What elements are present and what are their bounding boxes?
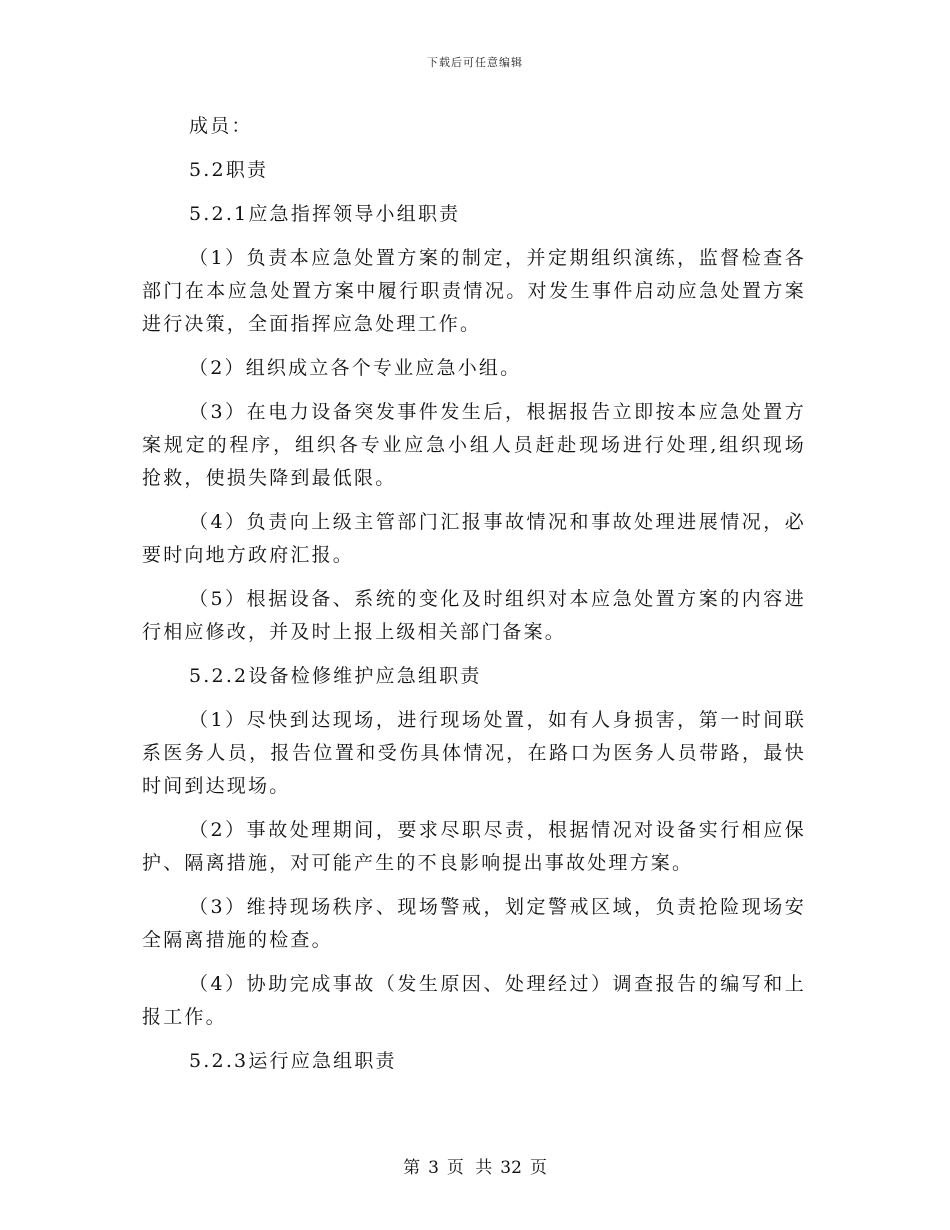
header-note: 下载后可任意编辑 xyxy=(427,56,523,69)
footer-total-pages: 32 xyxy=(500,1158,522,1178)
paragraph-item: （1）负责本应急处置方案的制定，并定期组织演练，监督检查各部门在本应急处置方案中履行职责情况。对发生事件启动应急处置方案进行决策，全面指挥应急处理工作。 xyxy=(142,247,806,335)
section-heading-5-2-1: 5.2.1应急指挥领导小组职责 xyxy=(189,203,461,225)
section-heading-5-2-3: 5.2.3运行应急组职责 xyxy=(189,1050,397,1072)
paragraph-item: （2）组织成立各个专业应急小组。 xyxy=(189,357,522,379)
footer-middle: 页 共 xyxy=(446,1158,493,1178)
paragraph-item: （3）在电力设备突发事件发生后，根据报告立即按本应急处置方案规定的程序，组织各专业应急小组人员赶赴现场进行处理,组织现场抢救，使损失降到最低限。 xyxy=(142,401,806,489)
section-heading-5-2-2: 5.2.2设备检修维护应急组职责 xyxy=(189,665,482,687)
paragraph-item: （4）协助完成事故（发生原因、处理经过）调查报告的编写和上报工作。 xyxy=(142,973,806,1028)
section-heading-5-2: 5.2职责 xyxy=(189,159,269,181)
paragraph-item: （5）根据设备、系统的变化及时组织对本应急处置方案的内容进行相应修改，并及时上报上级相关部门备案。 xyxy=(142,588,806,643)
footer-page-number: 3 xyxy=(428,1158,439,1178)
paragraph-item: （2）事故处理期间，要求尽职尽责，根据情况对设备实行相应保护、隔离措施，对可能产生的不良影响提出事故处理方案。 xyxy=(142,819,806,874)
paragraph-item: （4）负责向上级主管部门汇报事故情况和事故处理进展情况，必要时向地方政府汇报。 xyxy=(142,511,806,566)
footer-prefix: 第 xyxy=(403,1158,421,1178)
footer-suffix: 页 xyxy=(529,1158,547,1178)
document-body xyxy=(142,110,806,1089)
page-footer xyxy=(0,1153,950,1178)
paragraph-item: （1）尽快到达现场，进行现场处置，如有人身损害，第一时间联系医务人员，报告位置和受伤具体情况，在路口为医务人员带路，最快时间到达现场。 xyxy=(142,709,806,797)
paragraph-item: （3）维持现场秩序、现场警戒，划定警戒区域，负责抢险现场安全隔离措施的检查。 xyxy=(142,896,806,951)
paragraph-members: 成员： xyxy=(189,115,253,137)
